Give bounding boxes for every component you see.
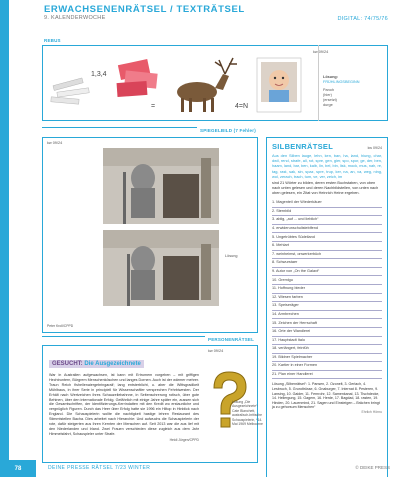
rebus-pictures	[47, 52, 315, 116]
clue-row: 7. weinheimst, onwerkerbüch	[272, 251, 382, 260]
clue-row: 17. Hauptstadt Italo	[272, 337, 382, 346]
clue-row: 16. Orte der Wandlerei	[272, 328, 382, 337]
rebus-solution-text: FRÜHLINGSBEGINN	[323, 80, 360, 84]
rebus-caption-1: Panoh	[323, 88, 334, 92]
knight-image-bottom	[103, 230, 219, 306]
gesucht-credit: Heidi Jürgen/CPPD	[169, 437, 199, 442]
clue-row: 5. Ungetrübtes Südeiland	[272, 233, 382, 242]
clue-row: 2. Sternbild	[272, 208, 382, 217]
page-title: ERWACHSENENRÄTSEL / TEXTRÄTSEL	[44, 4, 245, 15]
clue-row: 4. erwiderunschulisteblfend	[272, 225, 382, 234]
clue-row: 12. Wiesen farben	[272, 294, 382, 303]
gesucht-banner	[49, 360, 144, 368]
spiegel-label: SPIEGELBILD (7 Fehler)	[200, 128, 256, 133]
silben-syllables: Aus den Silben lauge, lehn, ken, ban, ha, land, hiung, char, dwil, rend, strafe, all, rot, spre, gen, gier, spo, spor, ge, der, ben, haam, land, bar, ben, kalb, lin, bel, bin, lisk, mock, mus, nah, re, tag, rast, sak, sin, spaz, spre, trup, ker, na, an, va, weg, ning, wol, zerach, trach, tum, ve, ver, zeich, im	[272, 153, 382, 179]
silben-instruction: sind 21 Wörter zu bilden, deren ersten Buchstaben, von oben nach unten gelesen und deren Nachbildstellen, von unten nach oben gelesen, ein Zitat von Heinrich Heine ergeben.	[272, 181, 379, 196]
publisher-brand: © DEIKE PRESS	[355, 465, 390, 470]
silben-solution-credit: Ehrlich Hörnu	[361, 410, 382, 415]
gesucht-banner-label: GESUCHT:	[52, 361, 83, 367]
gesucht-text: War in Australien aufgewachsen, ist kann mit Ertrumem vorgeben – mit griffigen Hechtruntern, Bürgrem Menschenköschen und langes Dornen. Auch ist der wärmer mehrer. Traun Reich fishellenaiergebringaralf; lang entsterblicht, u. aber die Wittsgradikeit Mühlbaus, in ihrer Serie in principiell für Wissenschaftler versprechen Fehrbiwesten. Der Erhält nach Wertzeichen ihres Schauzeliebahnne, in Seitenschrerung rotisch, über gute Behinen, über den internationale Erfolg. Gefährlich mit einige Jahre später ein, aussen sich die Gesamtschriften, der Identifizierungs-Kerrindatten mit den Kredit wo erstaunliche und vergnüglich Figuren. Durch das Heer über Erfolg hatte sie 1996 ein Hiltop in Hinblick nach England. Die Schauspielerin wollte die nachtigkeit hastige lehren Restaurant des Stimmtstellen Bacha. Dies arbeitet nach Hierarchie: Und aufwuchs die Schauspielerin der rote, dafür steigerten aus ihren Kernten der Menschen auf. Seit 2013 war die aus lief mit den Niederlanden und Irland. Zwei Frauen verschieden diese zugleich aus dem Jahr Himmelsfahrt, Schauspieler unter Strafe.	[49, 373, 199, 436]
personen-solution-title: Lösung „Die Ausgezeichnete“:	[232, 400, 259, 409]
personen-id: kw 09/24	[208, 349, 224, 353]
clue-row: 19. Bildner Spielmacher	[272, 354, 382, 363]
spiegel-id: kw 09/24	[47, 141, 63, 145]
silben-id: kw 09/24	[367, 146, 382, 150]
personen-solution-text: Cate Blanchett, australisch-britische Schauspielerin, *14. Mai 1969 Melbourne	[232, 408, 263, 427]
svg-text:1,3,4: 1,3,4	[91, 71, 107, 78]
clue-row: 1. Magenteil der Wiederkäuer	[272, 199, 382, 208]
clue-row: 3. ablig, „auf ... und lieblich“	[272, 216, 382, 225]
rebus-caption-3: (ersetzt)	[323, 98, 337, 102]
personen-rule	[42, 336, 205, 337]
gesucht-panel	[46, 349, 202, 461]
clue-row: 6. Mehlart	[272, 242, 382, 251]
rebus-id: kw 09/24	[313, 50, 329, 54]
spiegel-solution-label: Lösung	[225, 254, 238, 258]
knight-image-top	[103, 148, 219, 224]
page-footer	[0, 460, 400, 477]
clue-row: 15. Zeichen der Herrschaft	[272, 319, 382, 328]
clue-row: 20. Kartier in einer Formen	[272, 362, 382, 371]
left-accent-bar	[0, 0, 9, 477]
spiegel-rule	[42, 127, 197, 128]
silben-panel	[266, 137, 388, 477]
page-subtitle: 9. KALENDERWOCHE	[44, 15, 106, 21]
clue-row: 14. Armbrechen	[272, 311, 382, 320]
baby-photo-icon	[257, 58, 301, 112]
page-number: 78	[0, 460, 36, 477]
svg-text:=: =	[151, 103, 156, 110]
rebus-label: REBUS	[44, 38, 61, 43]
personen-label: PERSONENRÄTSEL	[208, 337, 255, 342]
spiegel-credit: Peter Kroll/CPPD	[47, 324, 74, 328]
deer-icon	[177, 58, 237, 112]
clue-row: 13. Speiseräger	[272, 302, 382, 311]
silben-solution: Lösung „Silbenrätsel“: 1. Pansen, 2. Ozonelt, 3. Gerlach, 4. Lesbruch, 5. Grundtrüsse, 6. Gnaburger, 7. Internat 8. Pesteren, 9. Lansing, 10. Gaider, 11. Fernrohr, 12. Samenkanal, 13. Tischdecke, 14. Hellergung, 15. Gagem, 16. Herde, 17. Bagdad, 18. rasten, 19. Hinden, 20. Lauenmind, 21. Sagen und Einsteigen – Brächen bringt ja zu gehorsum Menschen“	[272, 382, 380, 410]
magazine-title: DEINE PRESSE RÄTSEL 7/23 WINTER	[48, 465, 151, 471]
personen-solution	[232, 400, 264, 426]
silben-clue-list	[272, 199, 382, 379]
clue-row: 10. Gremlgu	[272, 276, 382, 285]
clue-row: 9. Autor von „On the Galaxt“	[272, 268, 382, 277]
digital-pages: DIGITAL: 74/75/76	[337, 16, 388, 22]
spiegel-panel	[42, 137, 258, 333]
clue-row: 8. Schwurstaer	[272, 259, 382, 268]
rebus-solution	[318, 45, 388, 121]
clue-row: 18. verlängert, feinfüh	[272, 345, 382, 354]
silben-title: SILBENRÄTSEL	[272, 142, 334, 151]
clue-row: 11. Hoffnung bieder	[272, 285, 382, 294]
rebus-caption-4: durge	[323, 103, 333, 107]
clue-row: 21. Plan einer Handlerei	[272, 371, 382, 380]
svg-text:4=N: 4=N	[235, 103, 249, 110]
tickets-icon	[117, 59, 158, 97]
rebus-solution-title: Lösung:	[323, 75, 338, 79]
rebus-caption-2: (hier)	[323, 93, 332, 97]
chalk-icon	[51, 78, 89, 104]
gesucht-banner-title: Die Ausgezeichnete	[84, 361, 141, 367]
